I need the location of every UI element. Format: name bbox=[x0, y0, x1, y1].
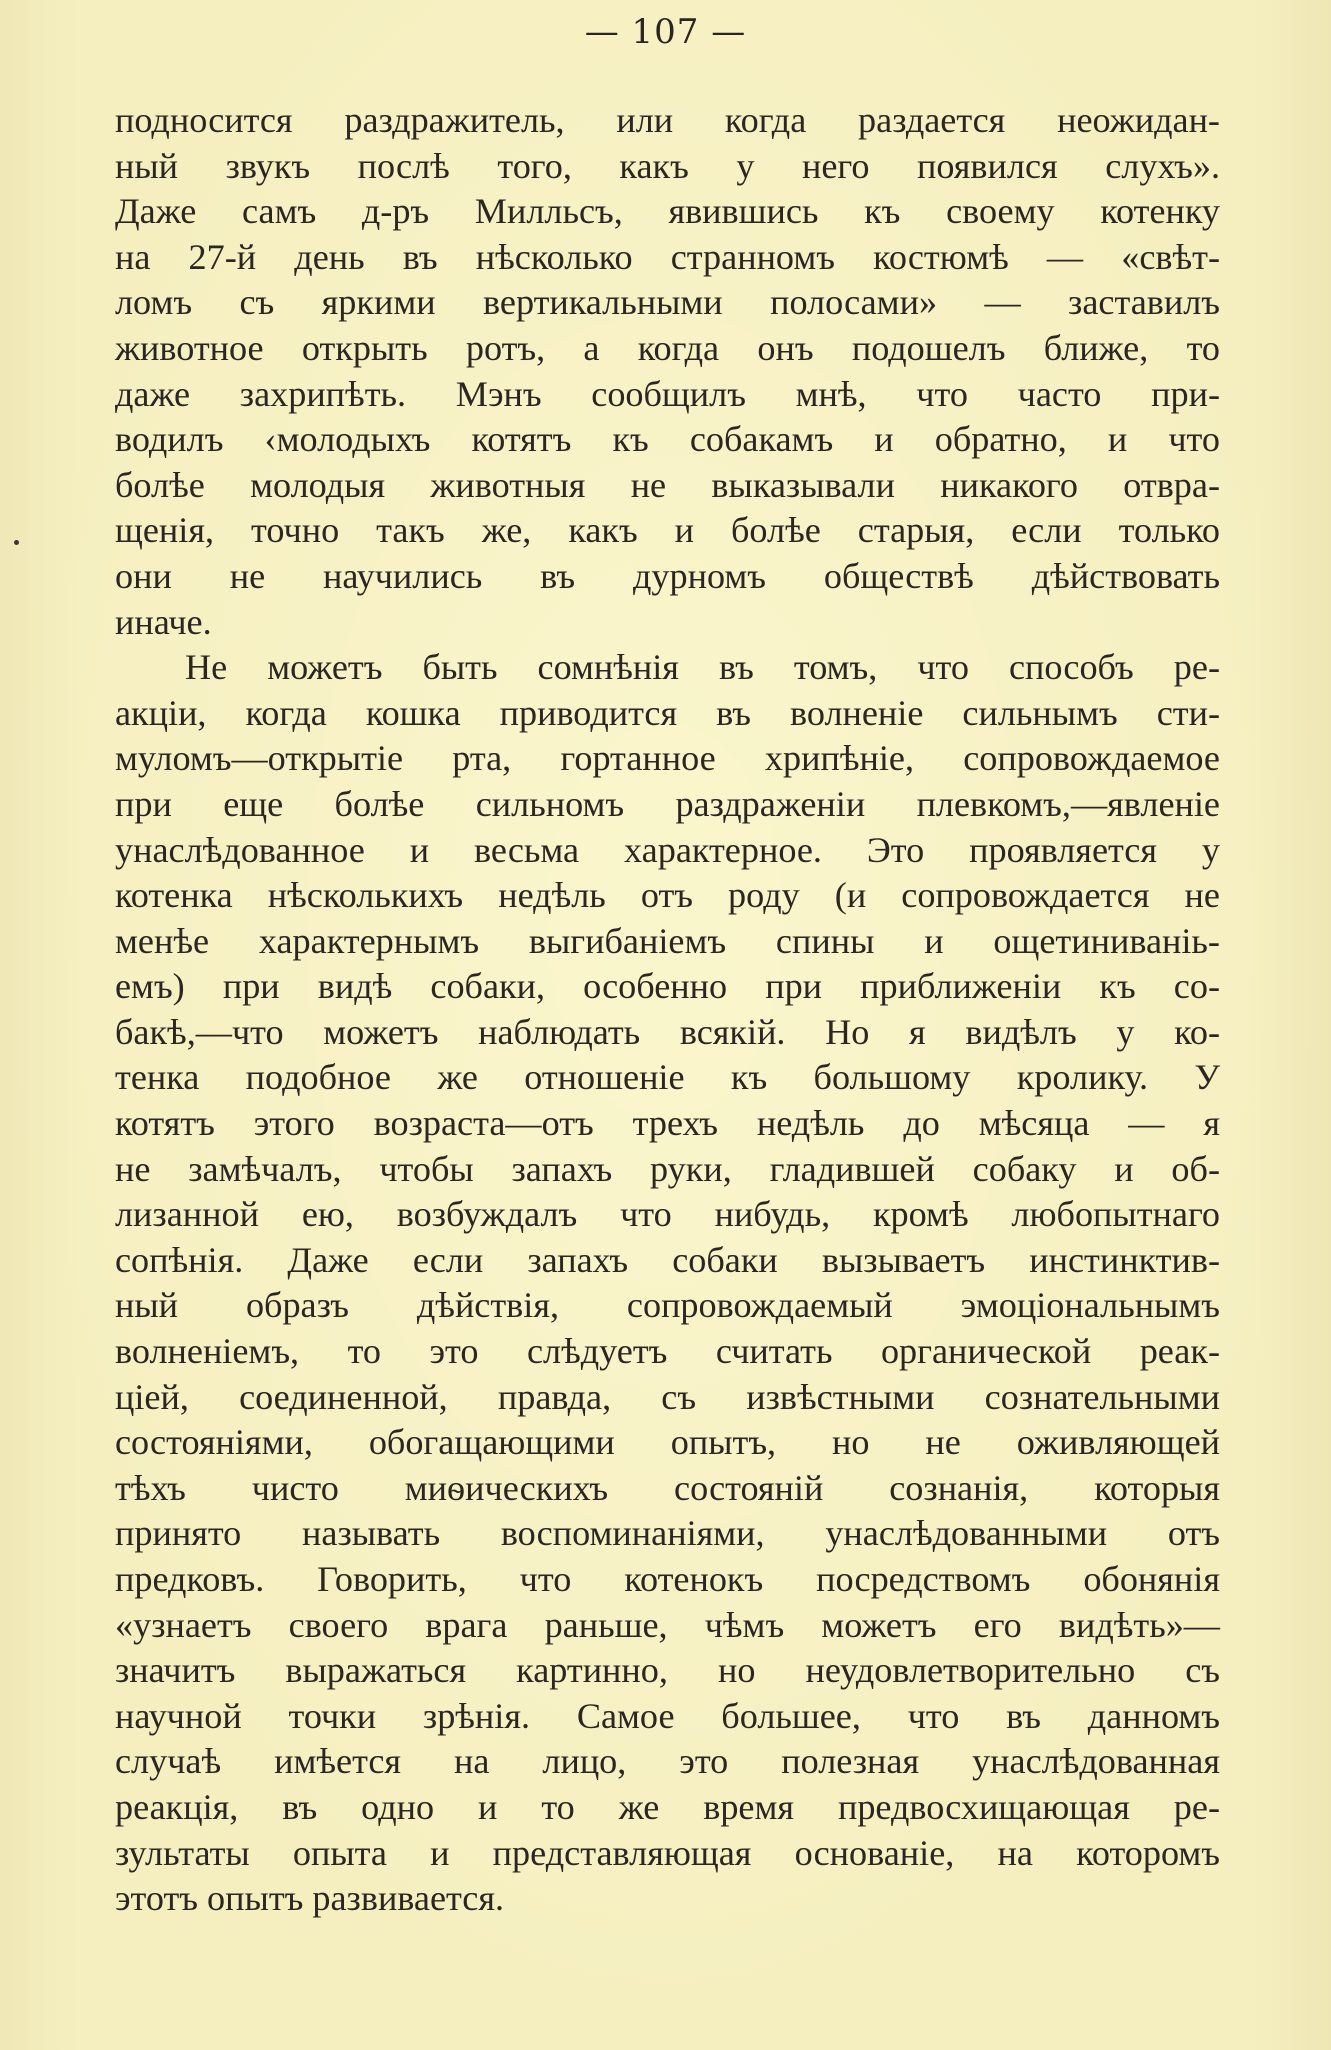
text-line: при еще болѣе сильномъ раздраженіи плевкомъ,—явленіе bbox=[115, 783, 1220, 824]
text-line: не замѣчалъ, чтобы запахъ руки, гладившей собаку и об- bbox=[115, 1148, 1220, 1189]
text-line: тѣхъ чисто миѳическихъ состояній сознанія, которыя bbox=[115, 1467, 1220, 1508]
text-line: муломъ—открытіе рта, гортанное хрипѣніе, сопровождаемое bbox=[115, 738, 1220, 779]
text-line: реакція, въ одно и то же время предвосхищающая ре- bbox=[115, 1786, 1220, 1827]
text-line: Даже самъ д-ръ Милльсъ, явившись къ своему котенку bbox=[115, 191, 1220, 232]
text-line: водилъ ‹молодыхъ котятъ къ собакамъ и обратно, и что bbox=[115, 419, 1220, 460]
text-line: на 27-й день въ нѣсколько странномъ костюмѣ — «свѣт- bbox=[115, 236, 1220, 277]
text-line: Не можетъ быть сомнѣнія въ томъ, что способъ ре- bbox=[185, 647, 1220, 688]
text-line: щенія, точно такъ же, какъ и болѣе старыя, если только bbox=[115, 510, 1220, 551]
text-line: ломъ съ яркими вертикальными полосами» — заставилъ bbox=[115, 282, 1220, 323]
text-line: иначе. bbox=[115, 601, 212, 642]
text-line: научной точки зрѣнія. Самое большее, что въ данномъ bbox=[115, 1695, 1220, 1736]
text-line: котенка нѣсколькихъ недѣль отъ роду (и сопровождается не bbox=[115, 875, 1220, 916]
text-line: значитъ выражаться картинно, но неудовлетворительно съ bbox=[115, 1650, 1220, 1691]
text-line: котятъ этого возраста—отъ трехъ недѣль до мѣсяца — я bbox=[115, 1103, 1220, 1144]
text-line: предковъ. Говорить, что котенокъ посредствомъ обонянія bbox=[115, 1559, 1220, 1599]
text-line: волненіемъ, то это слѣдуетъ считать органической реак- bbox=[115, 1331, 1220, 1372]
ink-speck bbox=[14, 540, 19, 545]
text-line: емъ) при видѣ собаки, особенно при приближеніи къ со- bbox=[115, 966, 1220, 1007]
text-line: состояніями, обогащающими опытъ, но не оживляющей bbox=[115, 1422, 1220, 1463]
text-line: болѣе молодыя животныя не выказывали никакого отвра- bbox=[115, 464, 1220, 505]
text-line: даже захрипѣть. Мэнъ сообщилъ мнѣ, что часто при- bbox=[115, 373, 1220, 414]
page-number: — 107 — bbox=[584, 12, 747, 52]
text-line: унаслѣдованное и весьма характерное. Это проявляется у bbox=[115, 829, 1220, 870]
text-line: ный звукъ послѣ того, какъ у него появился слухъ». bbox=[115, 145, 1220, 186]
text-line: ный образъ дѣйствія, сопровождаемый эмоціональнымъ bbox=[115, 1285, 1220, 1326]
text-line: животное открыть ротъ, а когда онъ подошелъ ближе, то bbox=[115, 327, 1220, 368]
text-line: подносится раздражитель, или когда раздается неожидан- bbox=[115, 100, 1220, 140]
paragraph-2 bbox=[115, 645, 1220, 1922]
text-line: принято называть воспоминаніями, унаслѣдованными отъ bbox=[115, 1513, 1220, 1554]
text-line: бакѣ,—что можетъ наблюдать всякій. Но я видѣлъ у ко- bbox=[115, 1011, 1220, 1052]
text-line: случаѣ имѣется на лицо, это полезная унаслѣдованная bbox=[115, 1741, 1220, 1782]
text-line: акціи, когда кошка приводится въ волненіе сильнымъ сти- bbox=[115, 692, 1220, 733]
text-line: они не научились въ дурномъ обществѣ дѣйствовать bbox=[115, 555, 1220, 596]
text-line: этотъ опытъ развивается. bbox=[115, 1878, 505, 1919]
text-line: тенка подобное же отношеніе къ большому кролику. У bbox=[115, 1057, 1220, 1098]
text-line: ціей, соединенной, правда, съ извѣстными сознательными bbox=[115, 1376, 1220, 1417]
text-line: «узнаетъ своего врага раньше, чѣмъ можетъ его видѣть»— bbox=[115, 1604, 1220, 1645]
paragraph-1 bbox=[115, 98, 1220, 645]
body-text bbox=[115, 98, 1220, 1922]
text-line: лизанной ею, возбуждалъ что нибудь, кромѣ любопытнаго bbox=[115, 1194, 1220, 1235]
text-line: зультаты опыта и представляющая основаніе, на которомъ bbox=[115, 1832, 1220, 1873]
text-line: менѣе характернымъ выгибаніемъ спины и ощетиниваніь- bbox=[115, 920, 1220, 961]
text-line: сопѣнія. Даже если запахъ собаки вызываетъ инстинктив- bbox=[115, 1239, 1220, 1280]
